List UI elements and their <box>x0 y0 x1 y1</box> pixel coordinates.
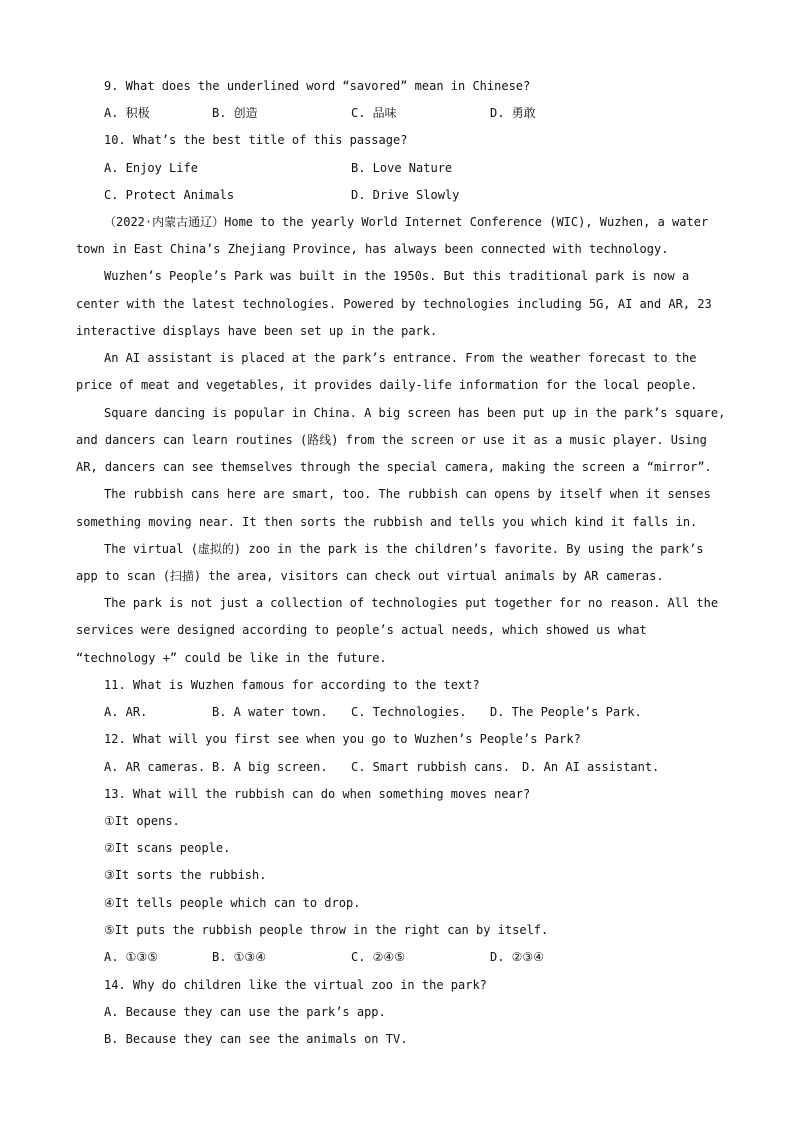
passage-line: An AI assistant is placed at the park’s entrance. From the weather forecast to the <box>104 351 697 365</box>
question-10-option-b: B. Love Nature <box>351 161 453 175</box>
question-10-option-a: A. Enjoy Life <box>104 161 198 175</box>
question-14-stem: 14. Why do children like the virtual zoo in the park? <box>104 978 487 992</box>
passage-line: price of meat and vegetables, it provides daily-life information for the local people. <box>76 378 698 392</box>
passage-line: and dancers can learn routines (路线) from the screen or use it as a music player. Using <box>76 433 707 447</box>
question-11-option-d: D. The People’s Park. <box>490 705 642 719</box>
question-13-item: ①It opens. <box>104 814 180 828</box>
question-12-option-d: D. An AI assistant. <box>522 760 660 774</box>
question-10-option-d: D. Drive Slowly <box>351 188 460 202</box>
passage-line: interactive displays have been set up in the park. <box>76 324 438 338</box>
passage-line: Square dancing is popular in China. A big screen has been put up in the park’s square, <box>104 406 726 420</box>
question-12-stem: 12. What will you first see when you go to Wuzhen’s People’s Park? <box>104 732 581 746</box>
passage-line: （2022·内蒙古通辽）Home to the yearly World Internet Conference (WIC), Wuzhen, a water <box>104 215 709 229</box>
passage-line: app to scan (扫描) the area, visitors can check out virtual animals by AR cameras. <box>76 569 664 583</box>
passage-line: “technology +” could be like in the future. <box>76 651 387 665</box>
passage-line: The park is not just a collection of technologies put together for no reason. All the <box>104 596 719 610</box>
question-9-option-c: C. 品味 <box>351 106 397 120</box>
question-13-option-b: B. ①③④ <box>212 950 266 964</box>
question-13-item: ②It scans people. <box>104 841 231 855</box>
passage-line: something moving near. It then sorts the rubbish and tells you which kind it falls in. <box>76 515 698 529</box>
question-13-item: ⑤It puts the rubbish people throw in the right can by itself. <box>104 923 549 937</box>
passage-line: The rubbish cans here are smart, too. The rubbish can opens by itself when it senses <box>104 487 711 501</box>
question-12-option-a: A. AR cameras. <box>104 760 206 774</box>
question-9-option-a: A. 积极 <box>104 106 150 120</box>
question-13-option-a: A. ①③⑤ <box>104 950 158 964</box>
question-9-option-b: B. 创造 <box>212 106 258 120</box>
passage-line: AR, dancers can see themselves through the special camera, making the screen a “mirror”. <box>76 460 712 474</box>
passage-line: The virtual (虚拟的) zoo in the park is the children’s favorite. By using the park’s <box>104 542 704 556</box>
question-13-option-c: C. ②④⑤ <box>351 950 405 964</box>
question-9-option-d: D. 勇敢 <box>490 106 536 120</box>
question-13-stem: 13. What will the rubbish can do when something moves near? <box>104 787 531 801</box>
question-12-option-b: B. A big screen. <box>212 760 328 774</box>
question-14-option-b: B. Because they can see the animals on TV. <box>104 1032 408 1046</box>
question-13-item: ④It tells people which can to drop. <box>104 896 361 910</box>
question-14-option-a: A. Because they can use the park’s app. <box>104 1005 386 1019</box>
passage-line: services were designed according to people’s actual needs, which showed us what <box>76 623 647 637</box>
question-9-stem: 9. What does the underlined word “savored” mean in Chinese? <box>104 79 531 93</box>
question-11-option-a: A. AR. <box>104 705 148 719</box>
question-12-option-c: C. Smart rubbish cans. <box>351 760 510 774</box>
question-11-stem: 11. What is Wuzhen famous for according to the text? <box>104 678 480 692</box>
question-10-stem: 10. What’s the best title of this passage? <box>104 133 408 147</box>
passage-line: town in East China’s Zhejiang Province, has always been connected with technology. <box>76 242 669 256</box>
question-13-option-d: D. ②③④ <box>490 950 544 964</box>
question-13-item: ③It sorts the rubbish. <box>104 868 267 882</box>
passage-line: center with the latest technologies. Powered by technologies including 5G, AI and AR, 23 <box>76 297 712 311</box>
question-11-option-c: C. Technologies. <box>351 705 467 719</box>
question-11-option-b: B. A water town. <box>212 705 328 719</box>
question-10-option-c: C. Protect Animals <box>104 188 235 202</box>
passage-line: Wuzhen’s People’s Park was built in the 1950s. But this traditional park is now a <box>104 269 690 283</box>
